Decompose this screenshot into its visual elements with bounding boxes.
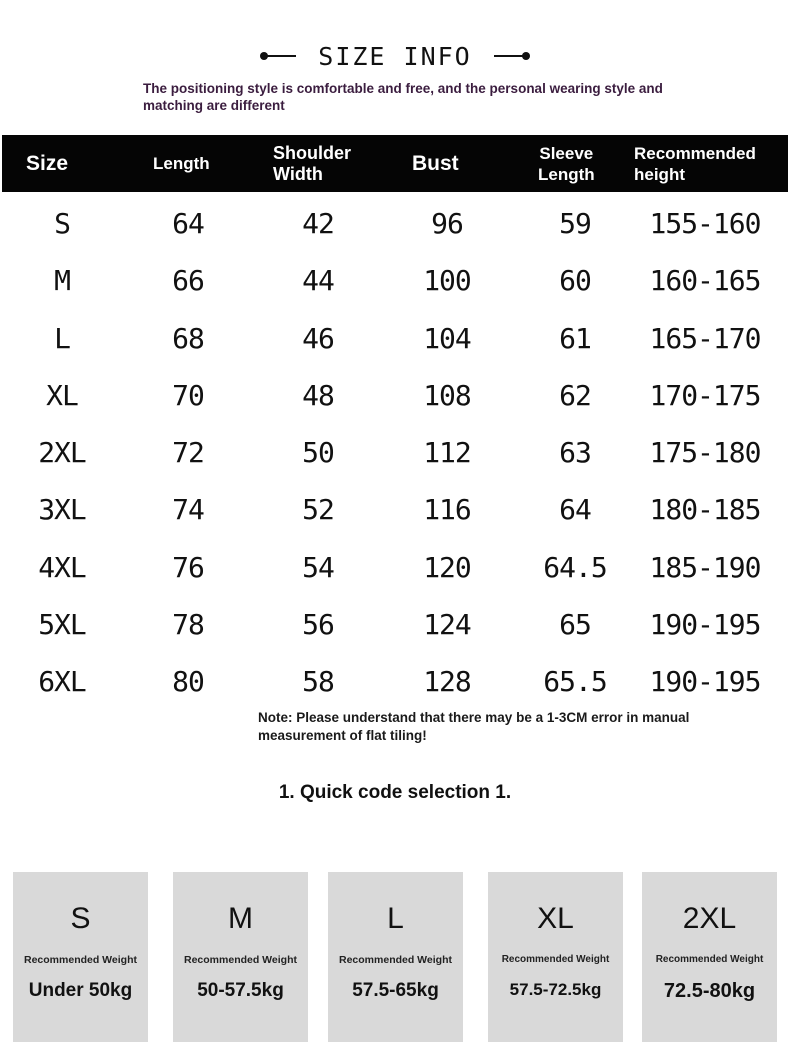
- cell-bust: 124: [423, 608, 471, 642]
- table-row: [0, 481, 790, 538]
- cell-size: XL: [46, 378, 78, 412]
- cell-sleeve: 64.5: [543, 550, 607, 584]
- table-row: [0, 367, 790, 424]
- cell-height: 190-195: [649, 665, 761, 699]
- card-weight: 57.5-72.5kg: [509, 980, 602, 999]
- cell-length: 66: [172, 264, 204, 298]
- size-card-2xl: [642, 872, 777, 1042]
- cell-length: 72: [172, 436, 204, 470]
- cell-sleeve: 62: [559, 378, 591, 412]
- cell-height: 190-195: [649, 608, 761, 642]
- measurement-note: Note: Please understand that there may be a 1-3CM error in manual measurement of flat tiling!: [258, 710, 690, 743]
- subtitle: The positioning style is comfortable and free, and the personal wearing style and matching are different: [143, 81, 663, 113]
- header-shoulder-width: Shoulder Width: [273, 142, 352, 184]
- cell-height: 180-185: [649, 493, 761, 527]
- card-size: L: [387, 902, 404, 935]
- card-label: Recommended Weight: [24, 954, 137, 966]
- card-weight: 72.5-80kg: [663, 980, 756, 1002]
- cell-bust: 128: [423, 665, 471, 699]
- header-length: Length: [153, 154, 210, 173]
- page-title: SIZE INFO: [318, 41, 472, 71]
- cell-shoulder: 42: [302, 207, 334, 240]
- cell-size: 6XL: [38, 665, 86, 699]
- cell-size: 4XL: [38, 550, 86, 584]
- cell-size: 2XL: [38, 436, 86, 470]
- left-ornament-icon: [260, 54, 300, 58]
- header-sleeve-length: Sleeve Length: [538, 143, 595, 184]
- table-row: [0, 310, 790, 367]
- cell-length: 74: [172, 493, 204, 527]
- cell-length: 70: [172, 378, 204, 412]
- cell-size: L: [54, 321, 70, 355]
- table-row: [0, 596, 790, 653]
- cell-shoulder: 54: [302, 550, 334, 584]
- cell-size: M: [54, 264, 70, 298]
- cell-size: 5XL: [38, 608, 86, 642]
- table-row: [0, 424, 790, 481]
- cell-bust: 116: [423, 493, 471, 527]
- title-bar: [0, 40, 790, 72]
- cell-bust: 112: [423, 436, 471, 470]
- cell-bust: 108: [423, 378, 471, 412]
- size-card-m: [173, 872, 308, 1042]
- cell-shoulder: 58: [302, 665, 334, 699]
- cell-sleeve: 65.5: [543, 665, 607, 699]
- size-table-body: [0, 195, 790, 711]
- cell-height: 165-170: [649, 321, 761, 355]
- cell-length: 68: [172, 321, 204, 355]
- cell-sleeve: 60: [559, 264, 591, 298]
- cell-shoulder: 50: [302, 436, 334, 470]
- table-row: [0, 539, 790, 596]
- cell-height: 175-180: [649, 436, 761, 470]
- size-card-l: [328, 872, 463, 1042]
- cell-sleeve: 63: [559, 436, 591, 470]
- cell-length: 80: [172, 665, 204, 699]
- cell-shoulder: 46: [302, 321, 334, 355]
- cell-height: 185-190: [649, 550, 761, 584]
- cell-bust: 104: [423, 321, 471, 355]
- card-label: Recommended Weight: [184, 954, 297, 966]
- card-weight: Under 50kg: [28, 980, 133, 1001]
- header-recommended-height: Recommended height: [634, 143, 756, 184]
- size-card-s: [13, 872, 148, 1042]
- cell-sleeve: 59: [559, 207, 591, 240]
- cell-bust: 96: [431, 207, 463, 240]
- card-size: M: [228, 902, 253, 935]
- card-weight: 57.5-65kg: [352, 980, 439, 1001]
- cell-shoulder: 48: [302, 378, 334, 412]
- header-size: Size: [26, 152, 69, 175]
- quick-code-title: 1. Quick code selection 1.: [278, 782, 512, 803]
- cell-bust: 120: [423, 550, 471, 584]
- cell-sleeve: 64: [559, 493, 591, 527]
- table-header: [2, 135, 788, 192]
- card-label: Recommended Weight: [655, 954, 764, 965]
- cell-shoulder: 52: [302, 493, 334, 527]
- card-label: Recommended Weight: [339, 954, 452, 966]
- card-size: XL: [537, 902, 574, 935]
- table-row: [0, 252, 790, 309]
- card-size: 2XL: [682, 902, 737, 935]
- table-row: [0, 653, 790, 710]
- size-card-xl: [488, 872, 623, 1042]
- cell-height: 155-160: [649, 207, 761, 240]
- cell-height: 160-165: [649, 264, 761, 298]
- cell-size: 3XL: [38, 493, 86, 527]
- cell-length: 64: [172, 207, 204, 240]
- cell-shoulder: 56: [302, 608, 334, 642]
- cell-length: 76: [172, 550, 204, 584]
- cell-size: S: [54, 207, 70, 240]
- header-bust: Bust: [412, 152, 459, 175]
- cell-bust: 100: [423, 264, 471, 298]
- cell-length: 78: [172, 608, 204, 642]
- card-size: S: [70, 902, 91, 935]
- card-label: Recommended Weight: [501, 954, 610, 965]
- cell-sleeve: 61: [559, 321, 591, 355]
- cell-shoulder: 44: [302, 264, 334, 298]
- cell-sleeve: 65: [559, 608, 591, 642]
- card-weight: 50-57.5kg: [197, 980, 284, 1001]
- right-ornament-icon: [490, 54, 530, 58]
- table-row: [0, 195, 790, 252]
- cell-height: 170-175: [649, 378, 761, 412]
